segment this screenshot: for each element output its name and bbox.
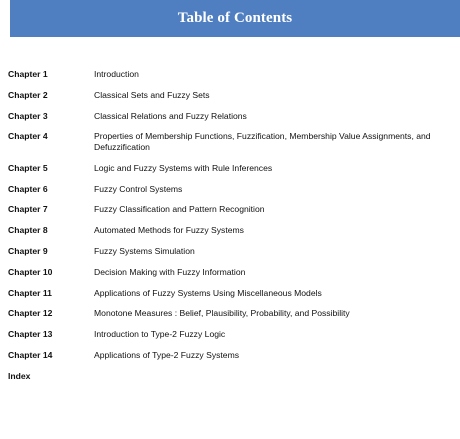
chapter-title: Fuzzy Control Systems [94, 183, 183, 194]
index-label: Index [8, 370, 31, 381]
toc-entry-chapter-10 [8, 267, 458, 288]
chapter-label: Chapter 12 [8, 308, 53, 319]
chapter-label: Chapter 13 [8, 329, 53, 340]
toc-header-bar [10, 0, 460, 37]
toc-entry-chapter-5 [8, 163, 458, 184]
toc-entry-chapter-3 [8, 111, 458, 132]
chapter-title: Classical Relations and Fuzzy Relations [94, 110, 247, 121]
chapter-title: Logic and Fuzzy Systems with Rule Inferences [94, 162, 273, 173]
chapter-label: Chapter 4 [8, 131, 48, 142]
chapter-label: Chapter 5 [8, 162, 48, 173]
toc-entry-index [8, 371, 458, 392]
toc-entry-chapter-6 [8, 184, 458, 205]
chapter-label: Chapter 1 [8, 69, 48, 79]
toc-entry-chapter-1 [8, 69, 458, 90]
chapter-title: Applications of Fuzzy Systems Using Miscellaneous Models [94, 287, 322, 298]
chapter-title: Properties of Membership Functions, Fuzzification, Membership Value Assignments, and Defuzzification [94, 131, 431, 152]
toc-entry-chapter-11 [8, 288, 458, 309]
chapter-label: Chapter 11 [8, 287, 52, 298]
chapter-label: Chapter 6 [8, 183, 48, 194]
toc-entry-chapter-2 [8, 90, 458, 111]
toc-entry-chapter-14 [8, 350, 458, 371]
chapter-title: Fuzzy Classification and Pattern Recognition [94, 204, 265, 215]
chapter-title: Classical Sets and Fuzzy Sets [94, 89, 210, 100]
chapter-label: Chapter 3 [8, 110, 48, 121]
chapter-label: Chapter 2 [8, 89, 48, 100]
toc-entry-chapter-12 [8, 308, 458, 329]
chapter-label: Chapter 9 [8, 245, 48, 256]
chapter-label: Chapter 7 [8, 204, 48, 215]
chapter-label: Chapter 10 [8, 266, 53, 277]
table-of-contents [8, 69, 458, 392]
chapter-label: Chapter 14 [8, 349, 53, 360]
toc-entry-chapter-4 [8, 131, 458, 162]
chapter-title: Decision Making with Fuzzy Information [94, 266, 246, 277]
chapter-title: Introduction to Type-2 Fuzzy Logic [94, 329, 226, 340]
chapter-title: Monotone Measures : Belief, Plausibility, Probability, and Possibility [94, 308, 350, 319]
chapter-title: Automated Methods for Fuzzy Systems [94, 225, 244, 236]
page-title: Table of Contents [177, 10, 293, 26]
chapter-label: Chapter 8 [8, 225, 48, 236]
toc-entry-chapter-9 [8, 246, 458, 267]
chapter-title: Introduction [94, 69, 139, 79]
toc-entry-chapter-7 [8, 204, 458, 225]
chapter-title: Fuzzy Systems Simulation [94, 245, 195, 256]
toc-entry-chapter-13 [8, 329, 458, 350]
toc-entry-chapter-8 [8, 225, 458, 246]
chapter-title: Applications of Type-2 Fuzzy Systems [94, 349, 240, 360]
